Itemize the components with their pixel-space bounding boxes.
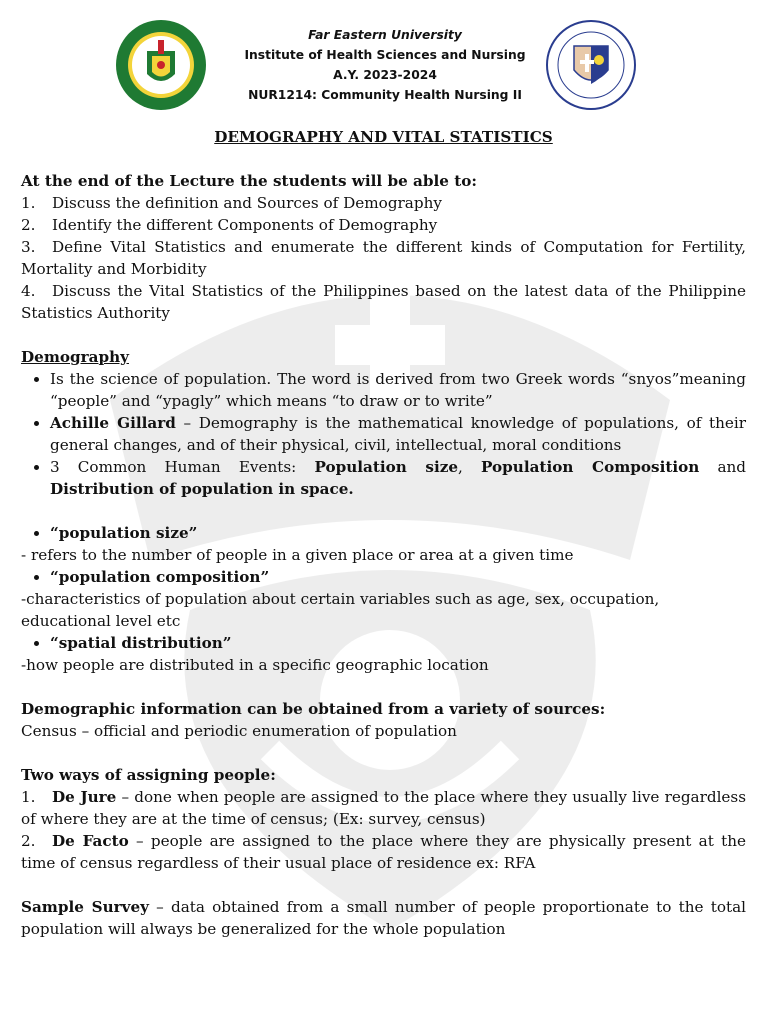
course-name: NUR1214: Community Health Nursing II xyxy=(248,88,522,102)
demography-bullets xyxy=(21,368,746,500)
assigning-heading: Two ways of assigning people: xyxy=(21,766,276,784)
term-population-composition: • “population composition” xyxy=(50,566,746,588)
list-item: • Achille Gillard – Demography is the mathematical knowledge of populations, of their general changes, and of their physical, civil, intellectual, moral conditions xyxy=(50,412,746,456)
ihsn-seal-logo xyxy=(541,18,641,112)
document-title: DEMOGRAPHY AND VITAL STATISTICS xyxy=(214,128,553,146)
sources-heading: Demographic information can be obtained from a variety of sources: xyxy=(21,700,606,718)
census-definition: Census – official and periodic enumeration of population xyxy=(21,722,457,740)
term-description: -characteristics of population about certain variables such as age, sex, occupation, educational level etc xyxy=(21,590,660,630)
document-body xyxy=(21,126,746,940)
academic-year: A.Y. 2023-2024 xyxy=(333,68,437,82)
assigning-list xyxy=(21,786,746,874)
list-item: 2. Identify the different Components of Demography xyxy=(21,216,438,234)
university-name: Far Eastern University xyxy=(308,28,462,42)
institute-name: Institute of Health Sciences and Nursing xyxy=(244,48,526,62)
list-item: • 3 Common Human Events: Population size, Population Composition and Distribution of population in space. xyxy=(50,456,746,500)
list-item: 4. Discuss the Vital Statistics of the Philippines based on the latest data of the Philippine Statistics Authority xyxy=(21,282,746,322)
list-item: 1. De Jure – done when people are assigned to the place where they usually live regardless of where they are at the time of census; (Ex: survey, census) xyxy=(21,788,747,828)
term-population-size: • “population size” xyxy=(50,522,746,544)
term-bullet xyxy=(21,566,746,588)
term-bullet xyxy=(21,522,746,544)
feu-seal-logo xyxy=(114,18,208,112)
term-bullet xyxy=(21,632,746,654)
objectives-heading: At the end of the Lecture the students will be able to: xyxy=(21,172,477,190)
list-item: • Is the science of population. The word is derived from two Greek words “snyos”meaning “people” and “ypagly” which means “to draw or to write” xyxy=(50,368,746,412)
list-item: 3. Define Vital Statistics and enumerate the different kinds of Computation for Fertility, Mortality and Morbidity xyxy=(21,238,746,278)
list-item: 2. De Facto – people are assigned to the place where they are physically present at the time of census regardless of their usual place of residence ex: RFA xyxy=(21,832,746,872)
term-description: -how people are distributed in a specific geographic location xyxy=(21,656,489,674)
objectives-list xyxy=(21,192,746,324)
sample-survey-definition: Sample Survey – data obtained from a small number of people proportionate to the total population will always be generalized for the whole population xyxy=(21,898,747,938)
list-item: 1. Discuss the definition and Sources of Demography xyxy=(21,194,442,212)
institution-header-text xyxy=(230,25,540,105)
demography-heading: Demography xyxy=(21,348,129,366)
document-header xyxy=(0,18,768,110)
term-description: - refers to the number of people in a given place or area at a given time xyxy=(21,546,574,564)
term-spatial-distribution: • “spatial distribution” xyxy=(50,632,746,654)
